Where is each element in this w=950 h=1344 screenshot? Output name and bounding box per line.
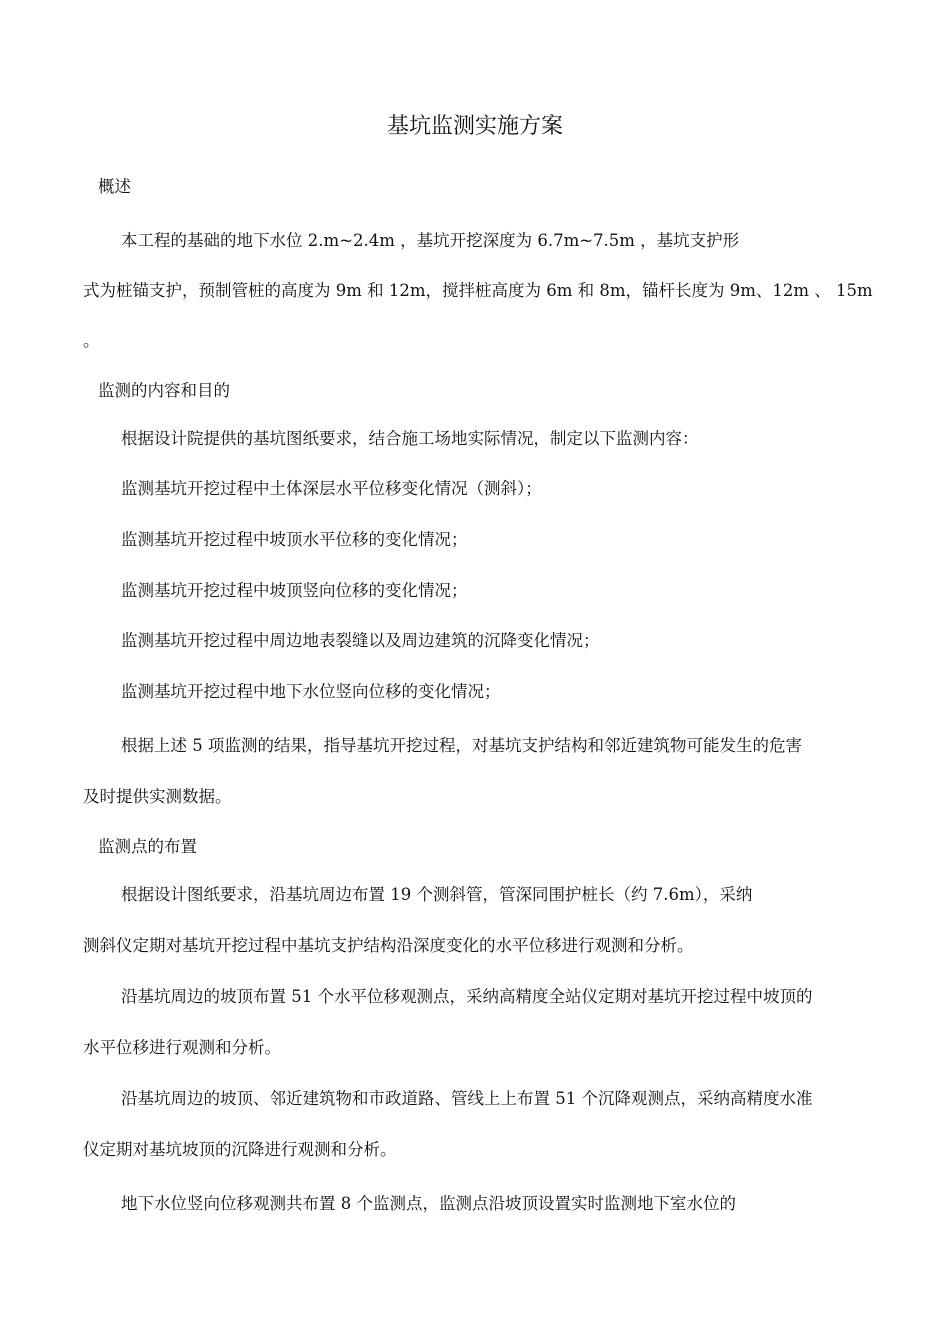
section-heading-overview: 概述 bbox=[98, 177, 131, 196]
section-heading-point-layout: 监测点的布置 bbox=[98, 837, 197, 856]
paragraph-line: 根据设计图纸要求，沿基坑周边布置 19 个测斜管，管深同围护桩长（约 7.6m），采纳 bbox=[121, 885, 753, 904]
paragraph-line: 及时提供实测数据。 bbox=[83, 787, 232, 806]
document-title: 基坑监测实施方案 bbox=[386, 114, 563, 139]
paragraph-line: 根据设计院提供的基坑图纸要求，结合施工场地实际情况，制定以下监测内容： bbox=[121, 429, 699, 448]
paragraph-line: 式为桩锚支护，预制管桩的高度为 9m 和 12m，搅拌桩高度为 6m 和 8m，锚杆长度为 9m、12m 、 15m bbox=[83, 281, 873, 300]
list-item: 监测基坑开挖过程中坡顶竖向位移的变化情况； bbox=[121, 581, 468, 600]
paragraph-line: 测斜仪定期对基坑开挖过程中基坑支护结构沿深度变化的水平位移进行观测和分析。 bbox=[83, 936, 694, 955]
paragraph-line: 地下水位竖向位移观测共布置 8 个监测点，监测点沿坡顶设置实时监测地下室水位的 bbox=[121, 1194, 736, 1213]
list-item: 监测基坑开挖过程中土体深层水平位移变化情况（测斜）； bbox=[121, 479, 542, 498]
paragraph-line: 水平位移进行观测和分析。 bbox=[83, 1038, 281, 1057]
paragraph-line: 根据上述 5 项监测的结果，指导基坑开挖过程，对基坑支护结构和邻近建筑物可能发生的危害 bbox=[121, 736, 802, 755]
paragraph-line: 。 bbox=[83, 331, 100, 350]
list-item: 监测基坑开挖过程中地下水位竖向位移的变化情况； bbox=[121, 682, 501, 701]
paragraph-line: 沿基坑周边的坡顶布置 51 个水平位移观测点，采纳高精度全站仪定期对基坑开挖过程中坡顶的 bbox=[121, 987, 813, 1006]
paragraph-line: 沿基坑周边的坡顶、邻近建筑物和市政道路、管线上上布置 51 个沉降观测点，采纳高精度水准 bbox=[121, 1089, 813, 1108]
list-item: 监测基坑开挖过程中坡顶水平位移的变化情况； bbox=[121, 530, 468, 549]
section-heading-content-purpose: 监测的内容和目的 bbox=[98, 381, 230, 400]
paragraph-line: 本工程的基础的地下水位 2.m~2.4m ，基坑开挖深度为 6.7m~7.5m ，基坑支护形 bbox=[121, 231, 740, 250]
list-item: 监测基坑开挖过程中周边地表裂缝以及周边建筑的沉降变化情况； bbox=[121, 631, 600, 650]
paragraph-line: 仪定期对基坑坡顶的沉降进行观测和分析。 bbox=[83, 1140, 397, 1159]
